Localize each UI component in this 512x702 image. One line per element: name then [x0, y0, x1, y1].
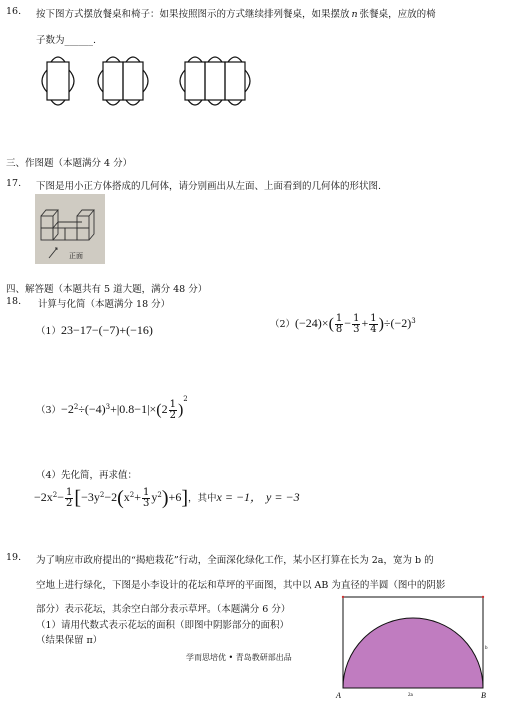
q18-part3-a-exp: 2: [73, 402, 79, 411]
section4-heading: 四、解答题（本题共有 5 道大题，满分 48 分）: [6, 284, 208, 295]
q18-part4-e6: +: [134, 490, 142, 504]
q18-part2-f1-num: 1: [335, 313, 343, 324]
q19-line1: 为了响应市政府提出的“揭疤栽花”行动，全面深化绿化工作，某小区打算在长为 2a，宽为 b 的: [36, 555, 434, 566]
q16-text-line1: [36, 6, 436, 20]
q18-part4-e4: −2: [104, 490, 118, 504]
q18-part3-c-exp: 2: [183, 395, 188, 403]
q17-text: 下图是用小正方体搭成的几何体，请分别画出从左面、上面看到的几何体的形状图.: [36, 181, 382, 192]
q19-line2: 空地上进行绿化，下图是小李设计的花坛和草坪的平面图，其中以 AB 为直径的半圆（图中的阴影: [36, 580, 446, 591]
q18-part4-e2: −: [57, 490, 65, 504]
q18-part2-op1: −: [344, 316, 352, 330]
q18-part4-fb-num: 1: [143, 487, 150, 498]
section3-heading: 三、作图题（本题满分 4 分）: [6, 158, 133, 169]
q18-part4-cond-x: x = −1，: [216, 490, 263, 504]
garden-figure: [335, 592, 495, 700]
q18-part4-e1: −2x: [34, 490, 53, 504]
q18-part1-expr: 23−17−(−7)+(−16): [61, 323, 153, 337]
label-2a: 2a: [408, 693, 413, 698]
q18-part4-e7-exp: 2: [157, 490, 162, 499]
q18-part4-expr: $-2x^2-$ $\frac{1}{2}$ [$-3y^2-2(x^2+$ $\frac{1}{3}$ $y^2)+6$]，其中x = −1， y = −3: [34, 487, 300, 509]
q18-part2: （2）(−24)×( $\frac{1}{8}$ − $\frac{1}{3}$ + $\frac{1}{4}$ )$\div(-2)^3$: [270, 313, 416, 335]
q16-text-line2: 子数为______.: [36, 35, 97, 46]
q18-title: 计算与化简（本题满分 18 分）: [38, 299, 171, 310]
q18-part3-a: −2: [61, 402, 74, 416]
q18-part3: $(3)-2^2\div(-4)^3+|0.8-1|\times(2$ $\frac{1}{2}$ )$^2$: [36, 395, 188, 421]
q18-part4-e1-exp: 2: [52, 490, 58, 499]
q18-part4-e5-exp: 2: [129, 490, 135, 499]
q19-sub1: （1）请用代数式表示花坛的面积（即图中阴影部分的面积）: [36, 620, 290, 631]
q18-part2-op2: +: [361, 316, 369, 330]
q19-sub1b: （结果保留 π）: [36, 635, 103, 646]
q18-part1: [36, 323, 153, 338]
q18-part2-f3-den: 4: [370, 324, 377, 335]
q18-part2-label: （2）: [270, 319, 296, 330]
cube-solid-photo: [35, 194, 105, 264]
q18-part3-c: +|0.8−1|×: [110, 402, 157, 416]
q18-part3-mixed-whole: 2: [161, 402, 168, 416]
q18-part4-cond-pre: ，其中: [188, 493, 217, 504]
table-figure-2: [98, 57, 148, 105]
q16-var-n: n: [351, 9, 358, 20]
q18-part1-label: （1）: [36, 326, 62, 337]
q18-part4-cond-y: y = −3: [266, 490, 300, 504]
q19-number: 19.: [6, 552, 22, 563]
q18-part2-pre: (−24)×: [295, 316, 329, 330]
q18-part4-e3: −3y: [81, 490, 100, 504]
q18-part4-fa-num: 1: [66, 487, 73, 498]
q18-part3-mixed-num: 1: [169, 399, 176, 410]
q18-part4-e8: +6: [168, 490, 182, 504]
q18-part3-mixed-den: 2: [169, 410, 176, 421]
table-figure-1: [42, 57, 74, 105]
q16-number: 16.: [6, 6, 22, 17]
q18-part4-e7: y: [151, 490, 158, 504]
table-chair-figure: [35, 52, 275, 112]
q16-text-b: 张餐桌，应放的椅: [359, 9, 436, 20]
footer-text: 学而思培优 • 青岛教研部出品: [186, 653, 292, 662]
q18-part4-e3-exp: 2: [99, 490, 105, 499]
q18-number: 18.: [6, 296, 22, 307]
label-a: A: [336, 691, 341, 700]
photo-caption-front: 正面: [69, 252, 83, 260]
q18-part3-label: （3）: [36, 405, 62, 416]
label-b: B: [481, 691, 486, 700]
q18-part3-b-exp: 3: [105, 402, 111, 411]
q18-part4-fa-den: 2: [66, 498, 73, 509]
q18-part2-f3-num: 1: [370, 313, 377, 324]
table-figure-3: [180, 57, 250, 105]
q19-line3: 部分）表示花坛，其余空白部分表示草坪。（本题满分 6 分）: [36, 604, 291, 615]
q18-part4-fb-den: 3: [143, 498, 150, 509]
q18-part2-f1-den: 8: [335, 324, 343, 335]
q18-part3-b: ÷(−4): [78, 402, 106, 416]
q18-part2-exp: 3: [411, 316, 416, 325]
q18-part2-f2-den: 3: [353, 324, 360, 335]
q18-part4-label: （4）先化简，再求值：: [36, 470, 138, 481]
q18-part2-f2-num: 1: [353, 313, 360, 324]
q18-part4-e5: x: [123, 490, 130, 504]
q17-number: 17.: [6, 178, 22, 189]
q18-part2-post: ÷(−2): [383, 316, 412, 330]
flowerbed-semicircle: [343, 618, 483, 688]
q16-text-a: 按下图方式摆放餐桌和椅子：如果按照图示的方式继续排列餐桌，如果摆放: [36, 9, 350, 20]
label-side-b: b: [485, 646, 488, 651]
